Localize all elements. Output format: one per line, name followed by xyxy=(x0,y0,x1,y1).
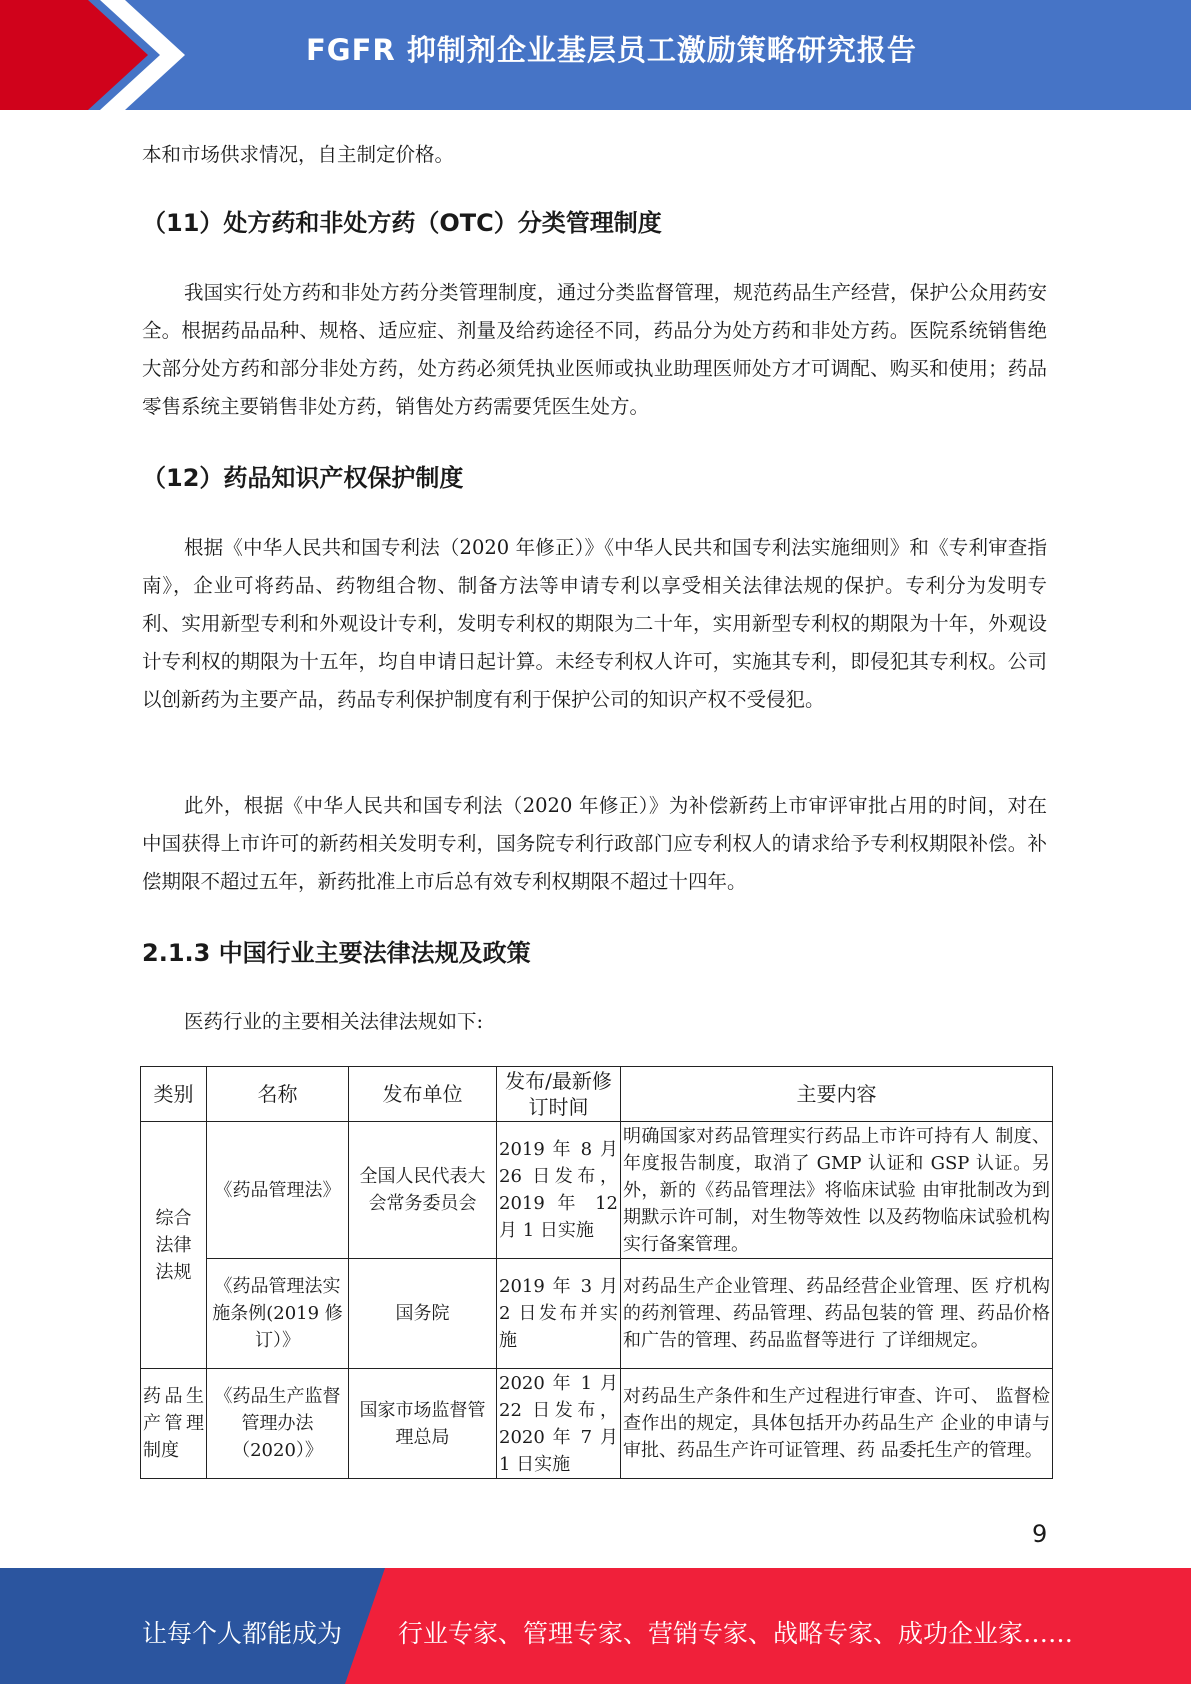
heading-laws-policies: 2.1.3 中国行业主要法律法规及政策 xyxy=(142,939,531,967)
category-cell: 综合法律法规 xyxy=(141,1122,207,1369)
law-name-cell: 《药品生产监督管理办法（2020）》 xyxy=(207,1369,349,1479)
footer-slogan-right: 行业专家、管理专家、营销专家、战略专家、成功企业家…… xyxy=(398,1619,1074,1648)
paragraph-patent-law: 根据《中华人民共和国专利法（2020 年修正）》《中华人民共和国专利法实施细则》和《专利审查指南》，企业可将药品、药物组合物、制备方法等申请专利以享受相关法律法规的保护。专利分为发明专利、实用新型专利和外观设计专利，发明专利权的期限为二十年，实用新型专利权的期限为十年，外观设计专利权的期限为十五年，均自申请日起计算。未经专利权人许可，实施其专利，即侵犯其专利权。公司以创新药为主要产品，药品专利保护制度有利于保护公司的知识产权不受侵犯。 xyxy=(142,536,1047,711)
header-category: 类别 xyxy=(141,1067,207,1122)
issuer-cell: 国务院 xyxy=(349,1259,497,1369)
content-cell: 明确国家对药品管理实行药品上市许可持有人 制度、年度报告制度，取消了 GMP 认证和 GSP 认证。另外，新的《药品管理法》将临床试验 由审批制改为到期默示许可制，对生物等效性 以及药物临床试验机构实行备案管理。 xyxy=(621,1122,1053,1259)
date-cell: 2020 年 1 月 22 日发布，2020 年 7 月 1 日实施 xyxy=(497,1369,621,1479)
law-name-cell: 《药品管理法实施条例(2019 修订）》 xyxy=(207,1259,349,1369)
footer-slogan-left: 让每个人都能成为 xyxy=(142,1619,343,1648)
header-issuer: 发布单位 xyxy=(349,1067,497,1122)
category-cell: 药品生产管理制度 xyxy=(141,1369,207,1479)
date-cell: 2019 年 8 月 26 日发布，2019 年 12 月 1 日实施 xyxy=(497,1122,621,1259)
issuer-cell: 国家市场监督管理总局 xyxy=(349,1369,497,1479)
page-footer xyxy=(0,1568,1191,1684)
content-cell: 对药品生产条件和生产过程进行审查、许可、 监督检查作出的规定，具体包括开办药品生产 企业的申请与审批、药品生产许可证管理、药 品委托生产的管理。 xyxy=(621,1369,1053,1479)
header-content: 主要内容 xyxy=(621,1067,1053,1122)
page-number: 9 xyxy=(1032,1520,1048,1548)
table-row xyxy=(141,1369,1053,1479)
content-cell: 对药品生产企业管理、药品经营企业管理、医 疗机构的药剂管理、药品管理、药品包装的管 理、药品价格和广告的管理、药品监督等进行 了详细规定。 xyxy=(621,1259,1053,1369)
heading-otc: （11）处方药和非处方药（OTC）分类管理制度 xyxy=(142,209,662,237)
laws-table xyxy=(140,1066,1053,1479)
paragraph-patent-compensation: 此外，根据《中华人民共和国专利法（2020 年修正）》为补偿新药上市审评审批占用的时间，对在中国获得上市许可的新药相关发明专利，国务院专利行政部门应专利权人的请求给予专利权期限补偿。补偿期限不超过五年，新药批准上市后总有效专利权期限不超过十四年。 xyxy=(142,794,1047,893)
header-date: 发布/最新修订时间 xyxy=(497,1067,621,1122)
table-row xyxy=(141,1122,1053,1259)
table-row xyxy=(141,1259,1053,1369)
law-name-cell: 《药品管理法》 xyxy=(207,1122,349,1259)
paragraph-otc: 我国实行处方药和非处方药分类管理制度，通过分类监督管理，规范药品生产经营，保护公众用药安全。根据药品品种、规格、适应症、剂量及给药途径不同，药品分为处方药和非处方药。医院系统销售绝大部分处方药和部分非处方药，处方药必须凭执业医师或执业助理医师处方才可调配、购买和使用；药品零售系统主要销售非处方药，销售处方药需要凭医生处方。 xyxy=(142,281,1047,418)
paragraph-price: 本和市场供求情况，自主制定价格。 xyxy=(142,143,455,166)
table-header-row xyxy=(141,1067,1053,1122)
header-title: FGFR 抑制剂企业基层员工激励策略研究报告 xyxy=(306,33,917,67)
page-header xyxy=(0,0,1191,110)
issuer-cell: 全国人民代表大会常务委员会 xyxy=(349,1122,497,1259)
heading-ip-protection: （12）药品知识产权保护制度 xyxy=(142,464,464,492)
date-cell: 2019 年 3 月 2 日发布并实施 xyxy=(497,1259,621,1369)
header-name: 名称 xyxy=(207,1067,349,1122)
paragraph-table-intro: 医药行业的主要相关法律法规如下: xyxy=(184,1010,484,1033)
